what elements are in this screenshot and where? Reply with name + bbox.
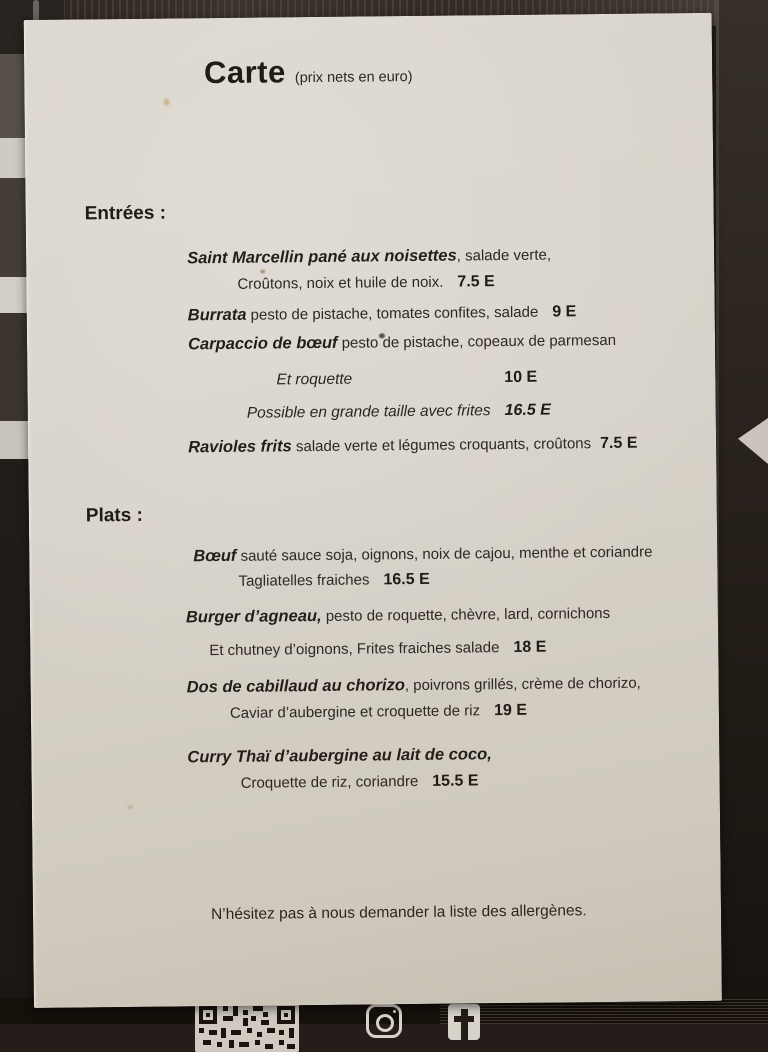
dish-description: pesto de pistache, copeaux de parmesan [337,331,617,352]
instagram-icon [366,1004,402,1038]
facebook-f-vertical [461,1009,468,1040]
menu-item-line [188,300,577,327]
dish-price: 18 E [513,638,547,656]
page-title: Carte [203,54,286,91]
dish-price: 19 E [493,701,528,720]
dish-description: Tagliatelles fraiches [238,571,370,590]
dish-description: , poivrons grillés, crème de chorizo, [404,674,641,695]
menu-title [24,54,712,92]
dish-price: 9 E [552,303,577,321]
menu-item-line [193,540,652,568]
dish-price: 7.5 E [457,273,495,291]
dish-description: , salade verte, [456,246,552,265]
dish-description: Caviar d’aubergine et croquette de riz [229,702,481,722]
qr-code-icon [195,1002,299,1052]
dish-description: pesto de roquette, chèvre, lard, cornichons [321,604,611,625]
facebook-icon [448,1004,480,1040]
dish-name: Bœuf [193,546,237,566]
menu-item-line [241,770,479,794]
dish-name: Burger d’agneau, [185,606,322,627]
menu-item-line [237,271,495,296]
qr-code-pattern [195,1002,299,1052]
dish-name: Curry Thaï d’aubergine au lait de coco, [187,745,492,767]
menu-item-line [276,367,537,392]
instagram-flash-dot [393,1010,396,1013]
dish-description: sauté sauce soja, oignons, noix de cajou, menthe et coriandre [236,543,653,565]
menu-item-line [247,400,551,425]
menu-item-line [238,569,429,593]
dish-price: 7.5 E [599,434,638,453]
dish-name: Saint Marcellin pané aux noisettes [187,246,457,268]
paper-stain [163,99,169,106]
dish-description: Et chutney d’oignons, Frites fraiches salade [209,639,500,660]
menu-item-line [230,700,527,725]
menu-item-line [187,244,551,271]
dish-name: Carpaccio de bœuf [187,333,338,354]
menu-item-line [186,602,610,629]
menu-item-line [209,637,546,663]
paper-stain [128,805,133,809]
table-surface-right [716,0,768,1024]
allergen-note: N’hésitez pas à nous demander la liste des allergènes. [210,902,587,924]
facebook-f-horizontal [454,1016,474,1022]
dish-description: salade verte et légumes croquants, croûtons [291,435,592,456]
dish-name: Ravioles frits [188,437,292,457]
dish-price: 10 E [504,368,538,387]
dish-name: Dos de cabillaud au chorizo [186,676,405,697]
dish-description: Croûtons, noix et huile de noix. [237,273,444,293]
dish-price: 16.5 E [383,570,430,589]
section-heading-plats: Plats : [85,504,143,527]
instagram-lens [376,1014,394,1032]
menu-item-line [187,672,641,700]
dish-price: 16.5 E [504,401,551,420]
dish-name: Burrata [187,305,247,325]
dish-description: Et roquette [276,370,353,389]
menu-page [24,13,722,1008]
menu-item-line [187,743,492,769]
dish-description: pesto de pistache, tomates confites, salade [246,303,539,324]
dish-price: 15.5 E [432,772,479,790]
section-heading-entrees: Entrées : [84,202,167,225]
menu-item-line [188,329,616,356]
menu-item-line [188,432,638,460]
price-note: (prix nets en euro) [294,68,413,87]
dish-description: Croquette de riz, coriandre [240,772,419,792]
dish-description: Possible en grande taille avec frites [246,402,491,422]
